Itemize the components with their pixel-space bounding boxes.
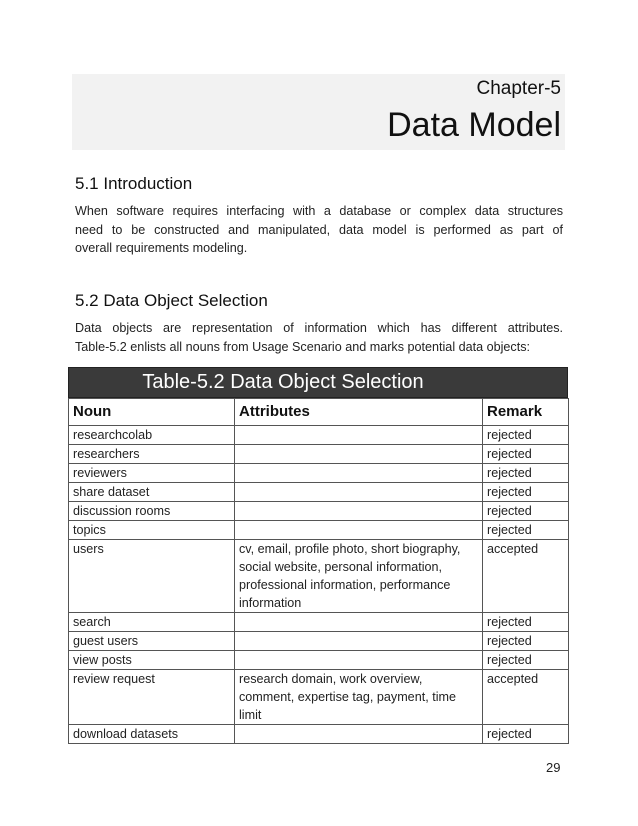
remark-cell: accepted — [483, 670, 569, 725]
attributes-cell — [235, 426, 483, 445]
header-attributes: Attributes — [235, 399, 483, 426]
noun-cell: reviewers — [69, 464, 235, 483]
attributes-cell — [235, 632, 483, 651]
table-row — [69, 464, 569, 483]
remark-cell: rejected — [483, 464, 569, 483]
noun-cell: researchcolab — [69, 426, 235, 445]
noun-cell: users — [69, 540, 235, 613]
remark-cell: rejected — [483, 632, 569, 651]
remark-cell: rejected — [483, 521, 569, 540]
attributes-cell — [235, 613, 483, 632]
paragraph-line: overall requirements modeling. — [75, 241, 248, 255]
header-remark: Remark — [483, 399, 569, 426]
noun-cell: guest users — [69, 632, 235, 651]
remark-cell: rejected — [483, 445, 569, 464]
remark-cell: rejected — [483, 502, 569, 521]
noun-cell: search — [69, 613, 235, 632]
noun-cell: share dataset — [69, 483, 235, 502]
table-row — [69, 613, 569, 632]
attributes-cell — [235, 445, 483, 464]
noun-cell: researchers — [69, 445, 235, 464]
table-row — [69, 426, 569, 445]
noun-cell: view posts — [69, 651, 235, 670]
data-object-grid — [68, 398, 569, 744]
table-row — [69, 632, 569, 651]
table-row — [69, 651, 569, 670]
attributes-cell — [235, 725, 483, 744]
attributes-cell: cv, email, profile photo, short biography, social website, personal information, professional information, performance information — [235, 540, 483, 613]
attributes-cell — [235, 651, 483, 670]
attributes-cell — [235, 483, 483, 502]
table-header-row — [69, 399, 569, 426]
paragraph-line: need to be constructed and manipulated, data model is performed as part of — [75, 222, 563, 237]
section-heading-data-object-selection: 5.2 Data Object Selection — [75, 291, 268, 310]
remark-cell: rejected — [483, 613, 569, 632]
table-caption: Table-5.2 Data Object Selection — [68, 367, 568, 398]
remark-cell: rejected — [483, 483, 569, 502]
chapter-title: Data Model — [387, 106, 561, 144]
remark-cell: rejected — [483, 426, 569, 445]
noun-cell: discussion rooms — [69, 502, 235, 521]
table-row — [69, 725, 569, 744]
table-row — [69, 521, 569, 540]
remark-cell: rejected — [483, 651, 569, 670]
paragraph-line: Data objects are representation of information which has different attributes. — [75, 321, 563, 335]
noun-cell: review request — [69, 670, 235, 725]
noun-cell: topics — [69, 521, 235, 540]
remark-cell: accepted — [483, 540, 569, 613]
attributes-cell — [235, 521, 483, 540]
paragraph-line: Table-5.2 enlists all nouns from Usage Scenario and marks potential data objects: — [75, 339, 531, 354]
table-row — [69, 483, 569, 502]
section-heading-introduction: 5.1 Introduction — [75, 174, 193, 193]
attributes-cell — [235, 502, 483, 521]
page-number: 29 — [546, 760, 561, 775]
data-object-paragraph — [75, 319, 563, 356]
noun-cell: download datasets — [69, 725, 235, 744]
attributes-cell — [235, 464, 483, 483]
table-row — [69, 445, 569, 464]
table-row — [69, 670, 569, 725]
attributes-cell: research domain, work overview, comment, expertise tag, payment, time limit — [235, 670, 483, 725]
remark-cell: rejected — [483, 725, 569, 744]
table-body — [69, 426, 569, 744]
table-row — [69, 502, 569, 521]
introduction-paragraph — [75, 202, 563, 258]
header-noun: Noun — [69, 399, 235, 426]
chapter-label: Chapter-5 — [476, 78, 561, 99]
table-row — [69, 540, 569, 613]
paragraph-line: When software requires interfacing with a database or complex data structures — [75, 204, 563, 218]
data-object-table — [68, 367, 568, 744]
chapter-banner — [72, 74, 565, 150]
